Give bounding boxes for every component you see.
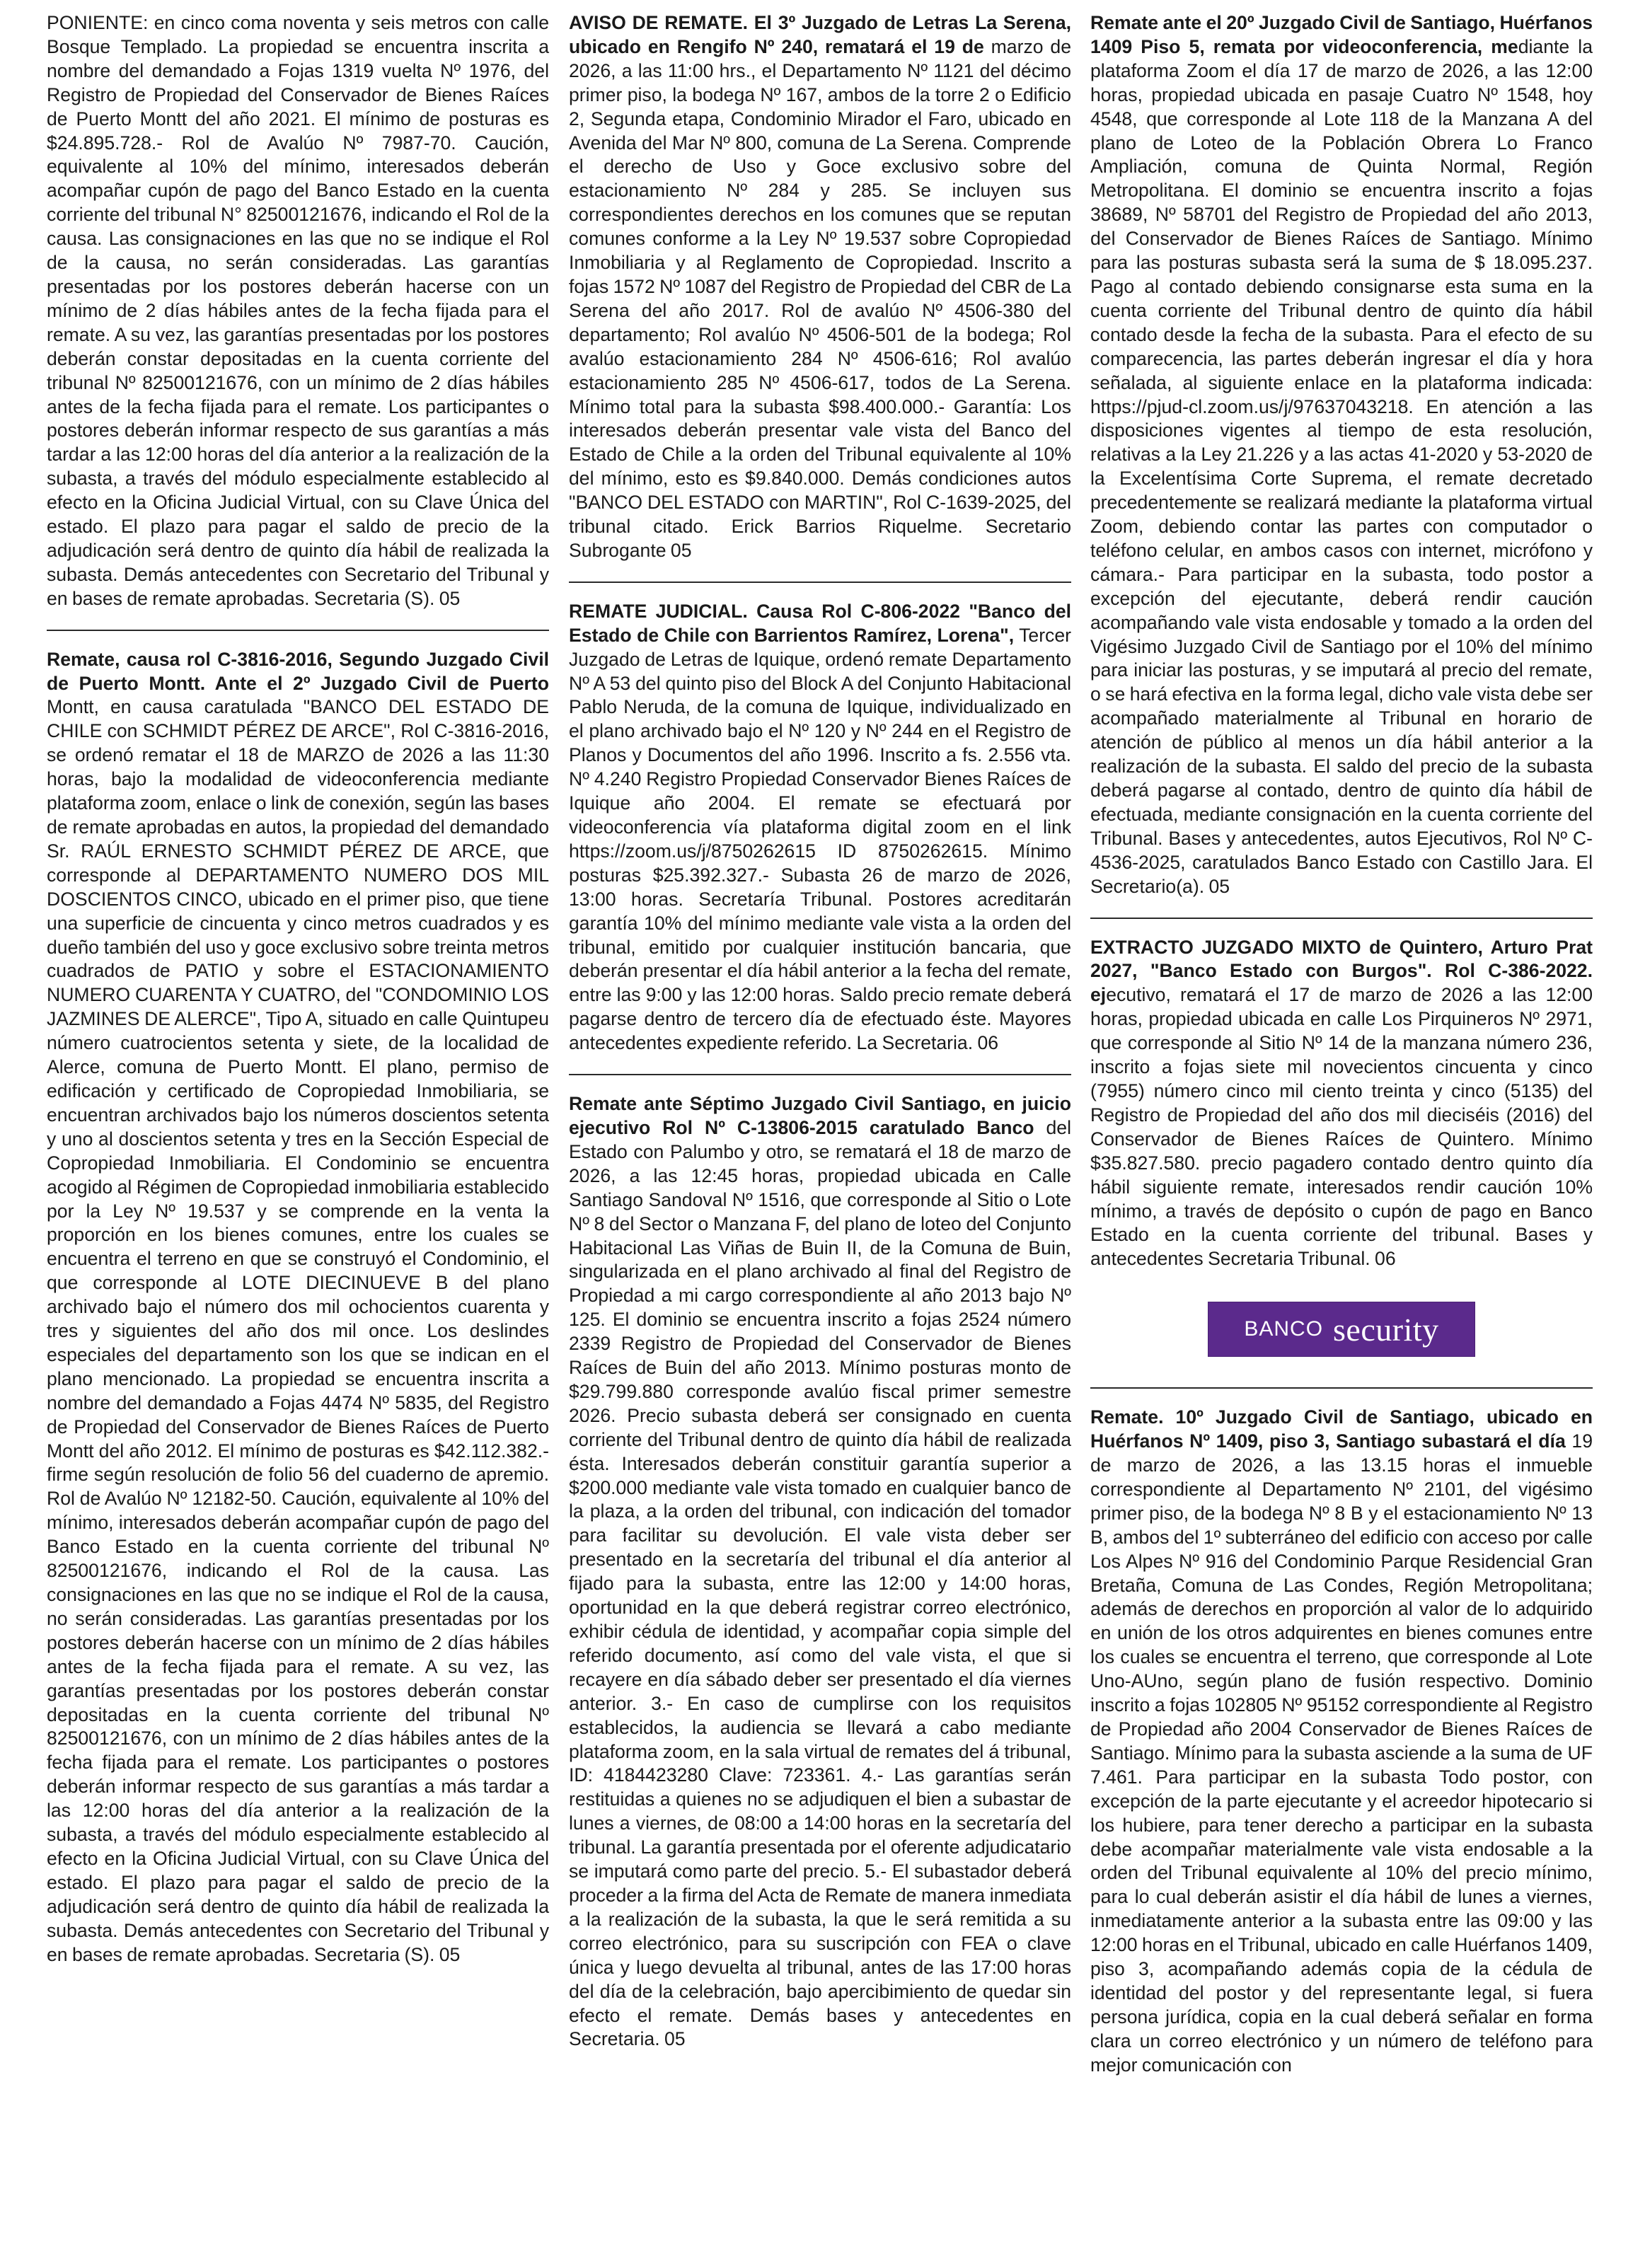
notice-body: Tercer Juzgado de Letras de Iquique, ordenó remate Departamento Nº A 53 del quinto piso del Block A del Conjunto Habitacional Pablo Neruda, de la comuna de Iquique, individualizado en el plano archivado bajo el Nº 120 y Nº 244 en el Registro de Planos y Documentos del año 1996. Inscrito a fs. 2.556 vta. Nº 4.240 Registro Propiedad Conservador Bienes Raíces de Iquique año 2004. El remate se efectuará por videoconferencia vía plataforma digital zoom en el link https://zoom.us/j/8750262615 ID 8750262615. Mínimo posturas $25.392.327.- Subasta 26 de marzo de 2026, 13:00 horas. Secretaría Tribunal. Postores acreditarán garantía 10% del mínimo mediante vale vista a la orden del tribunal, emitido por cualquier institución bancaria, que deberán presentar el día hábil anterior a la fecha del remate, entre las 9:00 y las 12:00 horas. Saldo precio remate deberá pagarse dentro de tercero día de efectuado éste. Mayores antecedentes expediente referido. La Secretaria. 06 (569, 624, 1071, 1054)
advertisement (1090, 1302, 1593, 1356)
separator-rule (569, 582, 1071, 583)
legal-notice (47, 648, 549, 1967)
logo-small-text: BANCO (1244, 1317, 1324, 1341)
notice-heading: Remate ante el 20º Juzgado Civil de Santiago, Huérfanos 1409 Piso 5, remata por videoconferencia, me (1090, 12, 1593, 57)
notice-heading: Remate, causa rol C-3816-2016, Segundo Juzgado Civil de Puerto Montt. Ante el 2º Juzgado Civil de Puerto (47, 648, 549, 694)
logo-big-text: security (1333, 1311, 1439, 1348)
notice-body: del Estado con Palumbo y otro, se rematará el 18 de marzo de 2026, a las 12:45 horas, propiedad ubicada en Calle Santiago Sandoval Nº 1516, que corresponde al Sitio o Lote Nº 8 del Sector o Manzana F, del plano de loteo del Conjunto Habitacional Las Viñas de Buin II, de la Comuna de Buin, singularizada en el plano archivado al final del Registro de Propiedad a mi cargo correspondiente al año 2013 bajo Nº 125. El dominio se encuentra inscrito a fojas 2524 número 2339 Registro de Propiedad del Conservador de Bienes Raíces de Buin del año 2013. Mínimo posturas monto de $29.799.880 corresponde avalúo fiscal primer semestre 2026. Precio subasta deberá ser consignado en cuenta corriente del Tribunal dentro de quinto día hábil de realizada ésta. Interesados deberán constituir garantía superior a $200.000 mediante vale vista tomado en cualquier banco de la plaza, a la orden del tribunal, con indicación del tomador para facilitar su devolución. El vale vista deber ser presentado en la secretaría del tribunal el día anterior al fijado para la subasta, entre las 12:00 y 14:00 horas, oportunidad en la que deberá registrar correo electrónico, exhibir cédula de identidad, y acompañar copia simple del referido documento, así como del vale vista, el que si recayere en día sábado deber ser presentado el día viernes anterior. 3.- En caso de cumplirse con los requisitos establecidos, la audiencia se llevará a cabo mediante plataforma zoom, en la sala virtual de remates del á tribunal, ID: 4184423280 Clave: 723361. 4.- Las garantías serán restituidas a quienes no se adjudiquen el bien a subastar de lunes a viernes, de 08:00 a 14:00 horas en la secretaría del tribunal. La garantía presentada por el oferente adjudicatario se imputará como parte del precio. 5.- El subastador deberá proceder a la firma del Acta de Remate de manera inmediata a la realización de la subasta, la que le será remitida a su correo electrónico, para su suscripción con FEA o clave única y luego devuelta al tribunal, antes de las 17:00 horas del día de la celebración, bajo apercibimiento de quedar sin efecto el remate. Demás bases y antecedentes en Secretaria. 05 (569, 1116, 1071, 2050)
notice-body: 19 de marzo de 2026, a las 13.15 horas el inmueble correspondiente al Departamento Nº 2101, del vigésimo primer piso, de la bodega Nº 8 B y el estacionamiento Nº 13 B, ambos del 1º subterráneo del edificio con acceso por calle Los Alpes Nº 916 del Condominio Parque Residencial Gran Bretaña, Comuna de Las Condes, Región Metropolitana; además de derechos en proporción al valor de lo adquirido en unión de los otros adquirentes en bienes comunes entre los cuales se encuentra el terreno, que corresponde al Lote Uno-AUno, según plano de fusión respectivo. Dominio inscrito a fojas 102805 Nº 95152 correspondiente al Registro de Propiedad año 2004 Conservador de Bienes Raíces de Santiago. Mínimo para la subasta asciende a la suma de UF 7.461. Para participar en la subasta Todo postor, con excepción de la parte ejecutante y el acreedor hipotecario si los hubiere, para tener derecho a participar en la subasta debe acompañar materialmente vale vista endosable a la orden del Tribunal equivalente al 10% del precio mínimo, para lo cual deberán asistir el día hábil de lunes a viernes, inmediatamente anterior a la subasta entre las 09:00 y las 12:00 horas en el Tribunal, ubicado en calle Huérfanos 1409, piso 3, acompañando además copia de la cédula de identidad del postor y del representante legal, si fuera persona jurídica, copia en la cual deberá señalar en forma clara un correo electrónico y un número de teléfono para mejor comunicación con (1090, 1430, 1593, 2076)
legal-notice (1090, 11, 1593, 899)
notice-heading: Remate. 10º Juzgado Civil de Santiago, ubicado en Huérfanos Nº 1409, piso 3, Santiago subastará el día (1090, 1406, 1593, 1452)
column-3-upper (1090, 11, 1593, 1271)
column-3 (1090, 11, 1593, 2096)
separator-rule (1090, 1387, 1593, 1389)
legal-notice (47, 11, 549, 611)
notice-heading: REMATE JUDICIAL. Causa Rol C-806-2022 "Banco del Estado de Chile con Barrientos Ramírez, Lorena", (569, 600, 1071, 646)
notice-body: Montt, en causa caratulada "BANCO DEL ESTADO DE CHILE con SCHMIDT PÉREZ DE ARCE", Rol C-3816-2016, se ordenó rematar el 18 de MARZO de 2026 a las 11:30 horas, bajo la modalidad de videoconferencia mediante plataforma zoom, enlace o link de conexión, según las bases de remate aprobadas en autos, la propiedad del demandado Sr. RAÚL ERNESTO SCHMIDT PÉREZ DE ARCE, que corresponde al DEPARTAMENTO NUMERO DOS MIL DOSCIENTOS CINCO, ubicado en el primer piso, que tiene una superficie de cincuenta y cinco metros cuadrados y es dueño también del uso y goce exclusivo sobre treinta metros cuadrados de PATIO y sobre el ESTACIONAMIENTO NUMERO CUARENTA Y CUATRO, del "CONDOMINIO LOS JAZMINES DE ALERCE", Tipo A, situado en calle Quintupeu número cuatrocientos setenta y siete, de la localidad de Alerce, comuna de Puerto Montt. El plano, permiso de edificación y certificado de Copropiedad Inmobiliaria, se encuentran archivados bajo los números doscientos setenta y uno al doscientos setenta y tres en la Sección Especial de Copropiedad Inmobiliaria. El Condominio se encuentra acogido al Régimen de Copropiedad inmobiliaria establecido por la Ley Nº 19.537 y se comprende en la venta la proporción en los bienes comunes, entre los cuales se encuentra el terreno en que se construyó el Condominio, el que corresponde al LOTE DIECINUEVE B del plano archivado bajo el número dos mil ochocientos cuarenta y tres y siguientes del año dos mil once. Los deslindes especiales del departamento son los que se indican en el plano mencionado. La propiedad se encuentra inscrita a nombre del demandado a Fojas 4474 Nº 5835, del Registro de Propiedad del Conservador de Bienes Raíces de Puerto Montt del año 2012. El mínimo de posturas es $42.112.382.- firme según resolución de folio 56 del cuaderno de apremio. Rol de Avalúo Nº 12182-50. Caución, equivalente al 10% del mínimo, interesados deberán acompañar cupón de pago del Banco Estado en la cuenta corriente del tribunal Nº 82500121676, indicando el Rol de la causa. Las consignaciones en las que no se indique el Rol de la causa, no serán consideradas. Las garantías presentadas por los postores deberán hacerse con un mínimo de 2 días hábiles antes de la fecha fijada para el remate. A su vez, las garantías presentadas por los postores deberán constar depositadas en la cuenta corriente del tribunal Nº 82500121676, con un mínimo de 2 días hábiles antes de la fecha fijada para el remate. Los participantes o postores deberán informar respecto de sus garantías a más tardar a las 12:00 horas del día anterior a la realización de la subasta, a través del módulo especialmente establecido al efecto en la Oficina Judicial Virtual, con su Clave Única del estado. El plazo para pagar el saldo de precio de la adjudicación será dentro de quinto día hábil de realizada la subasta. Demás antecedentes con Secretario del Tribunal y en bases de remate aprobadas. Secretaria (S). 05 (47, 696, 549, 1965)
legal-notice (1090, 936, 1593, 1272)
notice-heading: AVISO DE REMATE. El 3º Juzgado de Letras La Serena, ubicado en Rengifo Nº 240, rematará el 19 de (569, 12, 1071, 57)
notice-body: diante la plataforma Zoom el día 17 de marzo de 2026, a las 12:00 horas, propiedad ubicada en pasaje Cuatro Nº 1548, hoy 4548, que corresponde al Lote 118 de la Manzana A del plano de Loteo de la Población Obrera Lo Franco Ampliación, comuna de Quinta Normal, Región Metropolitana. El dominio se encuentra inscrito a fojas 38689, Nº 58701 del Registro de Propiedad del año 2013, del Conservador de Bienes Raíces de Santiago. Mínimo para las posturas subasta será la suma de $ 18.095.237. Pago al contado debiendo consignarse esta suma en la cuenta corriente del Tribunal dentro de quinto día hábil contado desde la fecha de la subasta. Para el efecto de su comparecencia, las partes deberán ingresar el día y hora señalada, al siguiente enlace en la plataforma indicada: https://pjud-cl.zoom.us/j/97637043218. En atención a las disposiciones vigentes al tiempo de esta resolución, relativas a la Ley 21.226 y a las actas 41-2020 y 53-2020 de la Excelentísima Corte Suprema, el remate decretado precedentemente se realizará mediante la plataforma virtual Zoom, debiendo contar las partes con computador o teléfono celular, en ambos casos con internet, micrófono y cámara.- Para participar en la subasta, todo postor a excepción del ejecutante, deberá rendir caución acompañando vale vista endosable y tomado a la orden del Vigésimo Juzgado Civil de Santiago por el 10% del mínimo para iniciar las posturas, y se imputará al precio del remate, o se hará efectiva en la forma legal, dicho vale vista debe ser acompañado materialmente al Tribunal en horario de atención de público al menos un día hábil anterior a la realización de la subasta. El saldo del precio de la subasta deberá pagarse al contado, dentro de quinto día hábil de efectuada, mediante consignación en la cuenta corriente del Tribunal. Bases y antecedentes, autos Ejecutivos, Rol Nº C-4536-2025, caratulados Banco Estado con Castillo Jara. El Secretario(a). 05 (1090, 35, 1593, 897)
separator-rule (569, 1074, 1071, 1075)
notice-body: PONIENTE: en cinco coma noventa y seis metros con calle Bosque Templado. La propiedad se encuentra inscrita a nombre del demandado a Fojas 1319 vuelta Nº 1976, del Registro de Propiedad del Conservador de Bienes Raíces de Puerto Montt del año 2021. El mínimo de posturas es $24.895.728.- Rol de Avalúo Nº 7987-70. Caución, equivalente al 10% del mínimo, interesados deberán acompañar cupón de pago del Banco Estado en la cuenta corriente del tribunal N° 82500121676, indicando el Rol de la causa. Las consignaciones en las que no se indique el Rol de la causa, no serán consideradas. Las garantías presentadas por los postores deberán hacerse con un mínimo de 2 días hábiles antes de la fecha fijada para el remate. A su vez, las garantías presentadas por los postores deberán constar depositadas en la cuenta corriente del tribunal Nº 82500121676, con un mínimo de 2 días hábiles antes de la fecha fijada para el remate. Los participantes o postores deberán informar respecto de sus garantías a más tardar a las 12:00 horas del día anterior a la realización de la subasta, a través del módulo especialmente establecido al efecto en la Oficina Judicial Virtual, con su Clave Única del estado. El plazo para pagar el saldo de precio de la adjudicación será dentro de quinto día hábil de realizada la subasta. Demás antecedentes con Secretario del Tribunal y en bases de remate aprobadas. Secretaria (S). 05 (47, 12, 549, 609)
notice-heading: Remate ante Séptimo Juzgado Civil Santiago, en juicio ejecutivo Rol Nº C-13806-2015 caratulado Banco (569, 1093, 1071, 1138)
legal-notice (569, 600, 1071, 1055)
column-3-lower (1090, 1406, 1593, 2077)
separator-rule (47, 630, 549, 631)
legal-notice (1090, 1406, 1593, 2077)
column-1 (47, 11, 549, 1986)
legal-notice (569, 1092, 1071, 2052)
banco-security-logo (1208, 1302, 1475, 1356)
legal-notice (569, 11, 1071, 563)
notice-body: marzo de 2026, a las 11:00 hrs., el Departamento Nº 1121 del décimo primer piso, la bodega Nº 167, ambos de la torre 2 o Edificio 2, Segunda etapa, Condominio Mirador el Faro, ubicado en Avenida del Mar Nº 800, comuna de La Serena. Comprende el derecho de Uso y Goce exclusivo sobre del estacionamiento Nº 284 y 285. Se incluyen sus correspondientes derechos en los comunes que se reputan comunes conforme a la Ley Nº 19.537 sobre Copropiedad Inmobiliaria y al Reglamento de Copropiedad. Inscrito a fojas 1572 Nº 1087 del Registro de Propiedad del CBR de La Serena del año 2017. Rol de avalúo Nº 4506-380 del departamento; Rol avalúo Nº 4506-501 de la bodega; Rol avalúo estacionamiento 284 Nº 4506-616; Rol avalúo estacionamiento 285 Nº 4506-617, todos de La Serena. Mínimo total para la subasta $98.400.000.- Garantía: Los interesados deberán presentar vale vista del Banco del Estado de Chile a la orden del Tribunal equivalente al 10% del mínimo, esto es $9.840.000. Demás condiciones autos "BANCO DEL ESTADO con MARTIN", Rol C-1639-2025, del tribunal citado. Erick Barrios Riquelme. Secretario Subrogante 05 (569, 35, 1071, 561)
notice-heading: EXTRACTO JUZGADO MIXTO de Quintero, Arturo Prat 2027, "Banco Estado con Burgos". Rol C-386-2022. ej (1090, 936, 1593, 1006)
separator-rule (1090, 918, 1593, 919)
column-2 (569, 11, 1071, 2070)
notice-body: ecutivo, rematará el 17 de marzo de 2026 a las 12:00 horas, propiedad ubicada en calle Los Pirquineros Nº 2971, que corresponde al Sitio Nº 14 de la manzana número 236, inscrito a fojas siete mil novecientos cincuenta y cinco (7955) número cinco mil ciento treinta y cinco (5135) del Registro de Propiedad del año dos mil dieciséis (2016) del Conservador de Bienes Raíces de Quintero. Mínimo $35.827.580. precio pagadero contado dentro quinto día hábil siguiente remate, interesados rendir caución 10% mínimo, a través de depósito o cupón de pago en Banco Estado en la cuenta corriente del tribunal. Bases y antecedentes Secretaria Tribunal. 06 (1090, 984, 1593, 1270)
